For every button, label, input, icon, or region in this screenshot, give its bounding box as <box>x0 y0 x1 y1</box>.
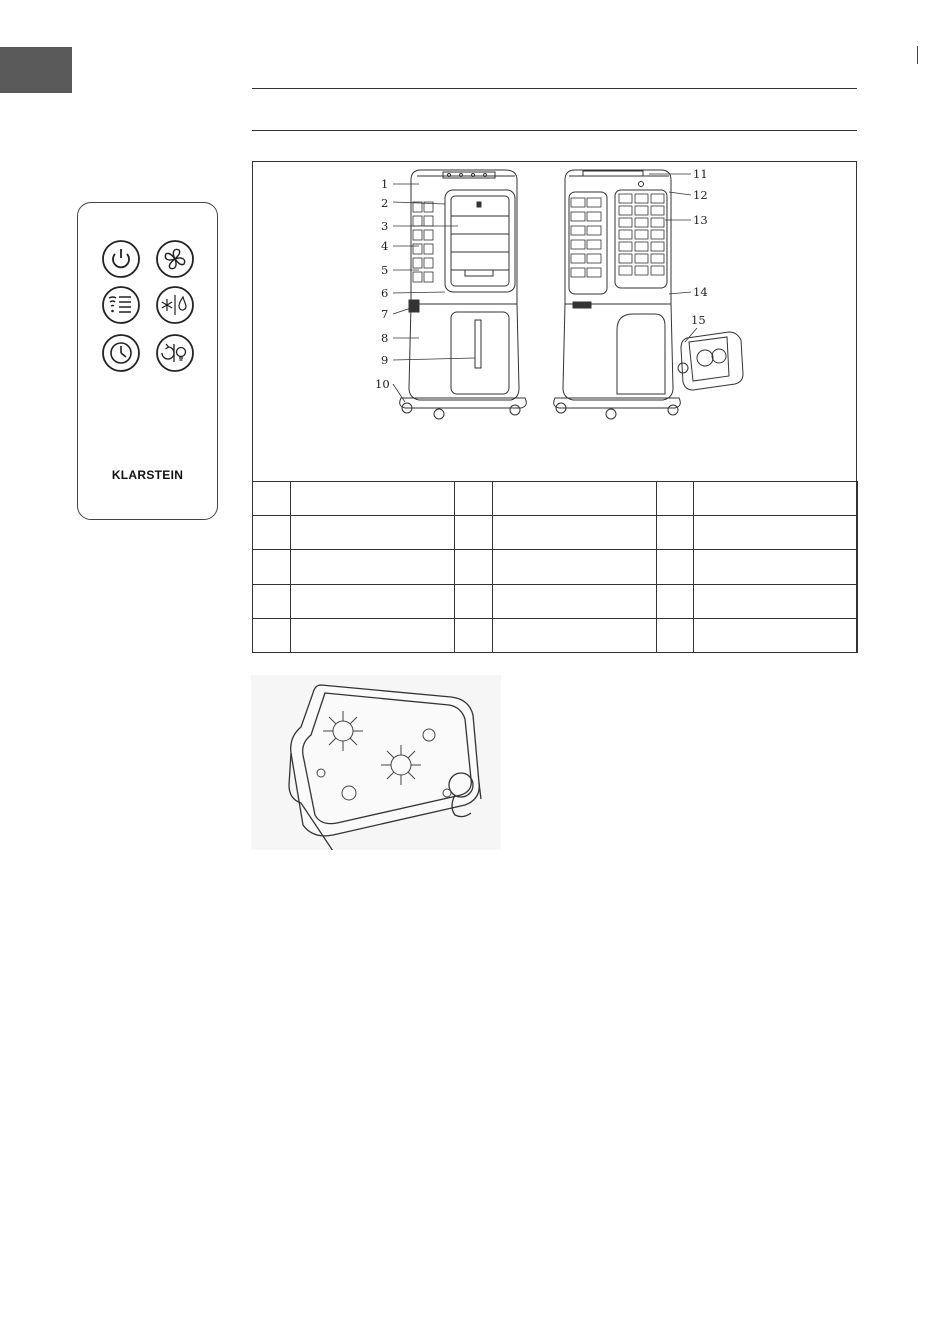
part-number-cell <box>455 550 493 584</box>
part-name-cell <box>694 516 858 550</box>
callout-12: 12 <box>693 188 708 202</box>
part-name-cell <box>291 482 455 516</box>
part-number-cell <box>455 584 493 618</box>
ice-tray-drawing <box>251 675 501 850</box>
parts-table <box>252 481 858 653</box>
parts-table-row <box>253 618 858 652</box>
part-name-cell <box>493 618 657 652</box>
part-name-cell <box>694 482 858 516</box>
part-number-cell <box>657 550 694 584</box>
callout-9: 9 <box>381 353 389 367</box>
timer-icon[interactable] <box>101 333 141 373</box>
part-number-cell <box>253 584 291 618</box>
part-number-cell <box>657 516 694 550</box>
part-name-cell <box>694 618 858 652</box>
part-number-cell <box>455 516 493 550</box>
callout-10: 10 <box>375 377 390 391</box>
remote-brand-label: KLARSTEIN <box>111 468 184 482</box>
part-number-cell <box>657 618 694 652</box>
page-corner-mark <box>917 46 918 64</box>
part-name-cell <box>493 516 657 550</box>
part-name-cell <box>291 516 455 550</box>
part-number-cell <box>455 618 493 652</box>
parts-table-row <box>253 550 858 584</box>
part-name-cell <box>694 550 858 584</box>
parts-table-row <box>253 482 858 516</box>
callout-8: 8 <box>381 331 389 345</box>
callout-2: 2 <box>381 196 389 210</box>
part-number-cell <box>455 482 493 516</box>
part-name-cell <box>291 584 455 618</box>
oscillation-light-icon[interactable] <box>155 333 195 373</box>
part-number-cell <box>657 482 694 516</box>
callout-13: 13 <box>693 213 708 227</box>
callout-7: 7 <box>381 307 389 321</box>
header-rule-bottom <box>252 130 857 131</box>
callout-labels <box>253 162 858 482</box>
language-tab <box>0 47 72 93</box>
part-name-cell <box>291 618 455 652</box>
fan-icon[interactable] <box>155 239 195 279</box>
callout-3: 3 <box>381 219 389 233</box>
part-number-cell <box>253 516 291 550</box>
parts-table-row <box>253 584 858 618</box>
callout-4: 4 <box>381 239 389 253</box>
part-name-cell <box>694 584 858 618</box>
remote-control <box>77 202 218 520</box>
callout-15: 15 <box>691 313 706 327</box>
part-number-cell <box>253 618 291 652</box>
callout-14: 14 <box>693 285 708 299</box>
parts-table-row <box>253 516 858 550</box>
power-icon[interactable] <box>101 239 141 279</box>
callout-11: 11 <box>693 167 708 181</box>
callout-5: 5 <box>381 263 389 277</box>
part-name-cell <box>493 482 657 516</box>
part-number-cell <box>253 482 291 516</box>
part-number-cell <box>657 584 694 618</box>
swing-mode-icon[interactable] <box>101 285 141 325</box>
part-name-cell <box>493 550 657 584</box>
cool-humidify-icon[interactable] <box>155 285 195 325</box>
callout-1: 1 <box>381 177 389 191</box>
part-name-cell <box>493 584 657 618</box>
ice-tray-image <box>251 675 501 850</box>
callout-6: 6 <box>381 286 389 300</box>
header-rule-top <box>252 88 857 89</box>
part-number-cell <box>253 550 291 584</box>
part-name-cell <box>291 550 455 584</box>
